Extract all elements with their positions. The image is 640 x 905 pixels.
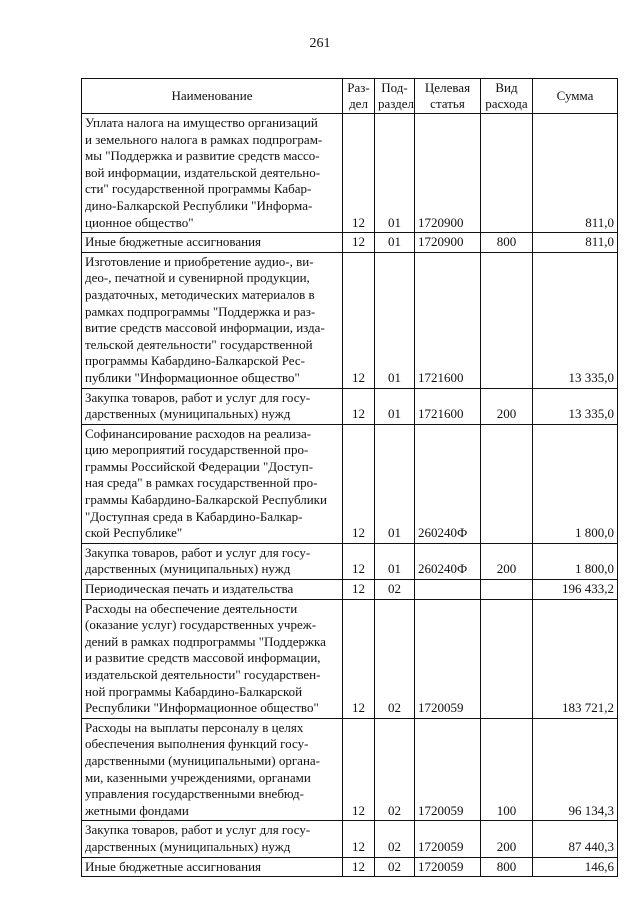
table-row [82,718,618,821]
row-section: 12 [343,424,375,543]
row-expense-type [481,114,533,233]
row-target-article: 260240Ф [415,543,481,579]
table-header-row [82,79,618,114]
row-expense-type: 800 [481,857,533,877]
row-section: 12 [343,580,375,600]
table-row [82,857,618,877]
table-row [82,543,618,579]
row-subsection: 02 [375,580,415,600]
row-section: 12 [343,114,375,233]
table-row [82,233,618,253]
row-target-article: 1721600 [415,388,481,424]
header-target-article: Целевая статья [415,79,481,114]
row-name: Софинансирование расходов на реализа- цию мероприятий государственной про- граммы Российской Федерации "Доступ- ная среда" в рамках государственной про- граммы Кабардино-Балкарской Республики "Доступная среда в Кабардино-Балкар- ской Республике" [82,424,343,543]
row-name: Периодическая печать и издательства [82,580,343,600]
row-target-article: 1720059 [415,599,481,718]
row-name: Иные бюджетные ассигнования [82,233,343,253]
row-sum: 196 433,2 [533,580,618,600]
row-target-article: 1720900 [415,233,481,253]
row-expense-type: 200 [481,821,533,857]
row-target-article [415,580,481,600]
table-row [82,599,618,718]
table-row [82,424,618,543]
row-name: Расходы на выплаты персоналу в целях обеспечения выполнения функций госу- дарственными (муниципальными) органа- ми, казенными учреждениями, органами управления государственными внебюд- жетными фондами [82,718,343,821]
table-row [82,114,618,233]
header-section: Раз- дел [343,79,375,114]
row-section: 12 [343,599,375,718]
header-expense-type: Вид расхода [481,79,533,114]
row-name: Закупка товаров, работ и услуг для госу- дарственных (муниципальных) нужд [82,821,343,857]
page-number: 261 [309,36,331,51]
row-subsection: 02 [375,599,415,718]
row-name: Закупка товаров, работ и услуг для госу- дарственных (муниципальных) нужд [82,543,343,579]
row-sum: 146,6 [533,857,618,877]
row-sum: 87 440,3 [533,821,618,857]
row-target-article: 1720059 [415,718,481,821]
budget-table [81,78,618,877]
table-row [82,821,618,857]
row-expense-type: 200 [481,388,533,424]
table-row [82,388,618,424]
row-section: 12 [343,233,375,253]
row-section: 12 [343,543,375,579]
header-name: Наименование [82,79,343,114]
row-section: 12 [343,718,375,821]
row-target-article: 1721600 [415,252,481,388]
row-name: Иные бюджетные ассигнования [82,857,343,877]
row-sum: 1 800,0 [533,543,618,579]
row-target-article: 1720059 [415,857,481,877]
row-section: 12 [343,857,375,877]
row-name: Изготовление и приобретение аудио-, ви- део-, печатной и сувенирной продукции, раздаточных, методических материалов в рамках подпрограммы "Поддержка и раз- витие средств массовой информации, изда- тельской деятельности" государственной программы Кабардино-Балкарской Рес- публики "Информационное общество" [82,252,343,388]
row-subsection: 01 [375,388,415,424]
row-expense-type [481,424,533,543]
header-sum: Сумма [533,79,618,114]
row-sum: 96 134,3 [533,718,618,821]
row-name: Уплата налога на имущество организаций и земельного налога в рамках подпрограм- мы "Поддержка и развитие средств массо- вой информации, издательской деятельно- сти" государственной программы Кабар- дино-Балкарской Республики "Информа- ционное общество" [82,114,343,233]
row-section: 12 [343,252,375,388]
row-name: Расходы на обеспечение деятельности (оказание услуг) государственных учреж- дений в рамках подпрограммы "Поддержка и развитие средств массовой информации, издательской деятельности" государствен- ной программы Кабардино-Балкарской Республики "Информационное общество" [82,599,343,718]
row-sum: 811,0 [533,114,618,233]
row-name: Закупка товаров, работ и услуг для госу- дарственных (муниципальных) нужд [82,388,343,424]
row-subsection: 02 [375,821,415,857]
table-row [82,252,618,388]
row-subsection: 01 [375,252,415,388]
row-target-article: 260240Ф [415,424,481,543]
row-sum: 811,0 [533,233,618,253]
row-expense-type: 100 [481,718,533,821]
row-expense-type: 200 [481,543,533,579]
row-subsection: 02 [375,718,415,821]
row-subsection: 01 [375,114,415,233]
row-expense-type [481,252,533,388]
row-section: 12 [343,821,375,857]
row-subsection: 01 [375,233,415,253]
row-sum: 1 800,0 [533,424,618,543]
row-expense-type: 800 [481,233,533,253]
row-target-article: 1720059 [415,821,481,857]
row-target-article: 1720900 [415,114,481,233]
row-section: 12 [343,388,375,424]
row-sum: 13 335,0 [533,388,618,424]
row-sum: 183 721,2 [533,599,618,718]
row-expense-type [481,599,533,718]
row-subsection: 01 [375,543,415,579]
row-expense-type [481,580,533,600]
row-subsection: 01 [375,424,415,543]
header-subsection: Под- раздел [375,79,415,114]
row-sum: 13 335,0 [533,252,618,388]
row-subsection: 02 [375,857,415,877]
table-row [82,580,618,600]
